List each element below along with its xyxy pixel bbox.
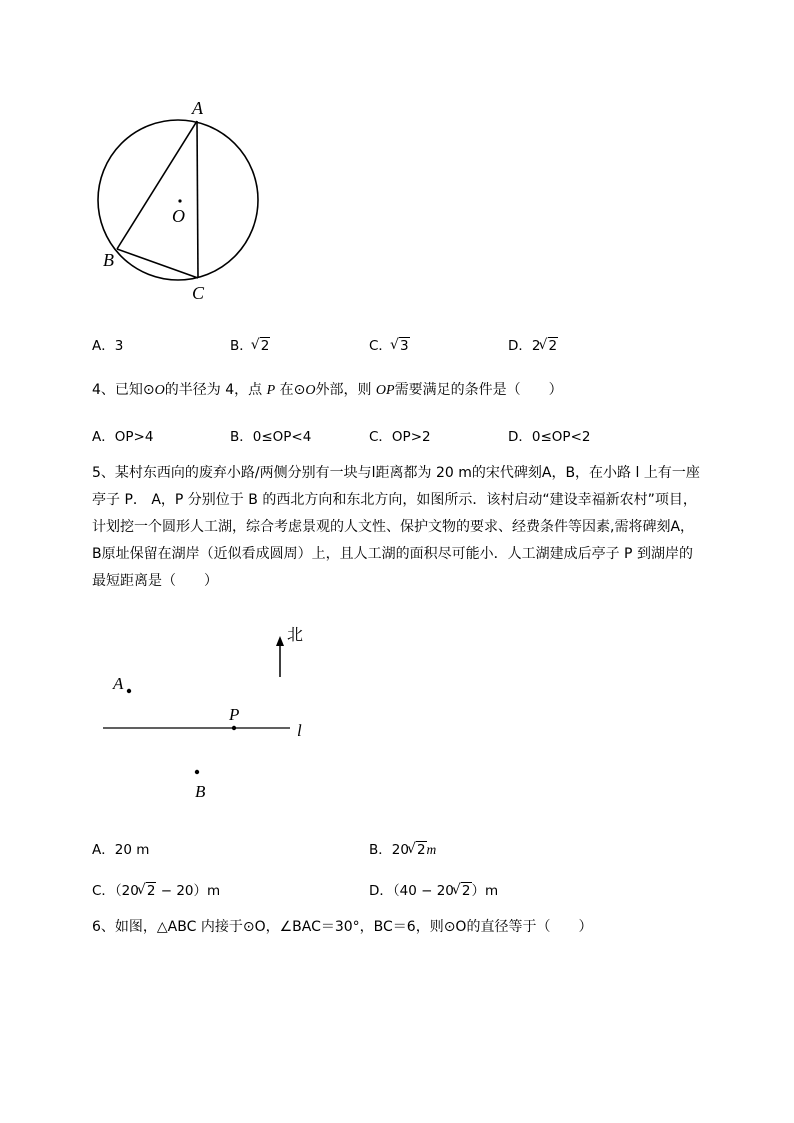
q5-option-a: A．20 m [92, 842, 150, 858]
q4-option-a: A．OP>4 [92, 429, 154, 445]
circle-triangle-figure [0, 0, 794, 320]
point-p [232, 726, 236, 730]
label-b: B [103, 250, 114, 270]
label-a-road: A [113, 674, 124, 693]
label-l: l [297, 721, 302, 740]
q5-line-4: B原址保留在湖岸（近似看成圆周）上，且人工湖的面积尽可能小．人工湖建成后亭子 P 到湖岸的 [92, 546, 693, 562]
q5-option-b: B．20√ 2m [369, 838, 436, 858]
point-a [127, 689, 131, 693]
q3-option-c: C．√ 3 [369, 334, 410, 354]
q3-option-a: A．3 [92, 338, 124, 354]
q4-option-b: B．0≤OP<4 [230, 429, 312, 445]
q5-option-c: C．（20√ 2 − 20）m [92, 879, 220, 899]
label-p: P [229, 705, 240, 724]
q3-option-b: B．√ 2 [230, 334, 270, 354]
north-label: 北 [287, 625, 304, 644]
q5-line-2: 亭子 P． A，P 分别位于 B 的西北方向和东北方向，如图所示．该村启动“建设幸福新农村”项目， [92, 492, 697, 508]
label-o: O [172, 206, 185, 226]
q5-line-5: 最短距离是（ ） [92, 573, 218, 589]
north-arrow-head [276, 636, 284, 646]
road-figure [0, 600, 794, 820]
label-b-road: B [195, 782, 206, 801]
q4-question: 4、已知⊙O的半径为 4，点 P 在⊙O外部，则 OP需要满足的条件是（ ） [92, 382, 563, 398]
q5-question [92, 460, 742, 595]
segment-ac [197, 121, 198, 278]
q6-question: 6、如图，△ABC 内接于⊙O，∠BAC＝30°，BC＝6，则⊙O的直径等于（ ） [92, 919, 593, 935]
q4-option-c: C．OP>2 [369, 429, 431, 445]
segment-ab [117, 121, 197, 249]
point-b [195, 770, 199, 774]
q3-option-d: D．2√ 2 [508, 334, 558, 354]
label-c: C [192, 283, 205, 303]
circle-o [98, 120, 258, 280]
q5-option-d: D．（40 − 20√ 2）m [369, 879, 498, 899]
center-dot [178, 199, 181, 202]
q5-line-1: 5、某村东西向的废弃小路/两侧分别有一块与l距离都为 20 m的宋代碑刻A，B，在小路 l 上有一座 [92, 465, 700, 481]
q5-line-3: 计划挖一个圆形人工湖，综合考虑景观的人文性、保护文物的要求、经费条件等因素,需将碑刻A， [92, 519, 695, 535]
label-a: A [192, 98, 203, 118]
q4-option-d: D．0≤OP<2 [508, 429, 591, 445]
